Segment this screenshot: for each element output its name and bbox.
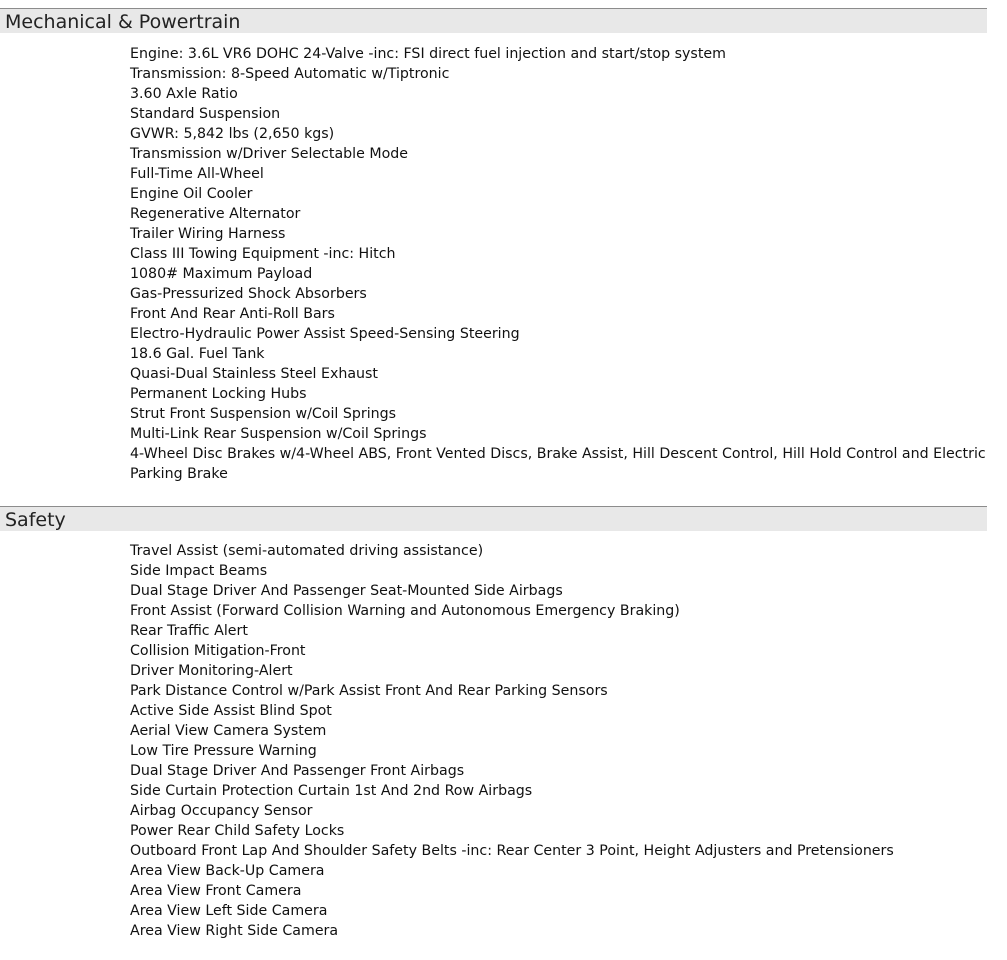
list-item: Rear Traffic Alert bbox=[130, 623, 248, 639]
list-item: Area View Back-Up Camera bbox=[130, 863, 325, 879]
list-item: Trailer Wiring Harness bbox=[130, 226, 286, 242]
list-item: Collision Mitigation-Front bbox=[130, 643, 306, 659]
section-title: Safety bbox=[5, 509, 66, 531]
list-item: Multi-Link Rear Suspension w/Coil Springs bbox=[130, 426, 427, 442]
list-item: Outboard Front Lap And Shoulder Safety Belts -inc: Rear Center 3 Point, Height Adjusters and Pretensioners bbox=[130, 843, 894, 859]
list-item: Engine: 3.6L VR6 DOHC 24-Valve -inc: FSI direct fuel injection and start/stop system bbox=[130, 46, 726, 62]
list-item: Side Curtain Protection Curtain 1st And 2nd Row Airbags bbox=[130, 783, 533, 799]
list-item: Transmission w/Driver Selectable Mode bbox=[130, 146, 409, 162]
list-item: Driver Monitoring-Alert bbox=[130, 663, 293, 679]
section-safety bbox=[0, 506, 987, 939]
list-item: 18.6 Gal. Fuel Tank bbox=[130, 346, 265, 362]
list-item: Regenerative Alternator bbox=[130, 206, 301, 222]
list-item: Gas-Pressurized Shock Absorbers bbox=[130, 286, 367, 302]
list-item: Area View Right Side Camera bbox=[130, 923, 339, 939]
list-item: Full-Time All-Wheel bbox=[130, 166, 264, 182]
section-mechanical-powertrain bbox=[0, 8, 987, 482]
list-item: Quasi-Dual Stainless Steel Exhaust bbox=[130, 366, 378, 382]
list-item: Park Distance Control w/Park Assist Front And Rear Parking Sensors bbox=[130, 683, 608, 699]
list-item: Class III Towing Equipment -inc: Hitch bbox=[130, 246, 396, 262]
list-item: Active Side Assist Blind Spot bbox=[130, 703, 332, 719]
list-item: Dual Stage Driver And Passenger Seat-Mounted Side Airbags bbox=[130, 583, 563, 599]
list-item: 3.60 Axle Ratio bbox=[130, 86, 238, 102]
list-item: Strut Front Suspension w/Coil Springs bbox=[130, 406, 397, 422]
list-item: Engine Oil Cooler bbox=[130, 186, 253, 202]
list-item: 1080# Maximum Payload bbox=[130, 266, 313, 282]
list-item: Front And Rear Anti-Roll Bars bbox=[130, 306, 335, 322]
list-item: Travel Assist (semi-automated driving assistance) bbox=[130, 543, 484, 559]
list-item: 4-Wheel Disc Brakes w/4-Wheel ABS, Front Vented Discs, Brake Assist, Hill Descent Control, Hill Hold Control and Electric Parking Brake bbox=[130, 446, 986, 482]
section-title: Mechanical & Powertrain bbox=[5, 11, 241, 33]
feature-list bbox=[130, 44, 990, 484]
list-item: Area View Left Side Camera bbox=[130, 903, 328, 919]
feature-list bbox=[130, 541, 990, 941]
list-item: Airbag Occupancy Sensor bbox=[130, 803, 313, 819]
list-item: Low Tire Pressure Warning bbox=[130, 743, 317, 759]
list-item: Side Impact Beams bbox=[130, 563, 268, 579]
section-header bbox=[0, 8, 987, 33]
list-item: Standard Suspension bbox=[130, 106, 281, 122]
list-item: Electro-Hydraulic Power Assist Speed-Sensing Steering bbox=[130, 326, 520, 342]
list-item: GVWR: 5,842 lbs (2,650 kgs) bbox=[130, 126, 335, 142]
list-item: Front Assist (Forward Collision Warning and Autonomous Emergency Braking) bbox=[130, 603, 680, 619]
list-item: Area View Front Camera bbox=[130, 883, 302, 899]
list-item: Transmission: 8-Speed Automatic w/Tiptronic bbox=[130, 66, 450, 82]
list-item: Power Rear Child Safety Locks bbox=[130, 823, 345, 839]
section-header bbox=[0, 506, 987, 531]
list-item: Permanent Locking Hubs bbox=[130, 386, 307, 402]
list-item: Dual Stage Driver And Passenger Front Airbags bbox=[130, 763, 465, 779]
list-item: Aerial View Camera System bbox=[130, 723, 327, 739]
